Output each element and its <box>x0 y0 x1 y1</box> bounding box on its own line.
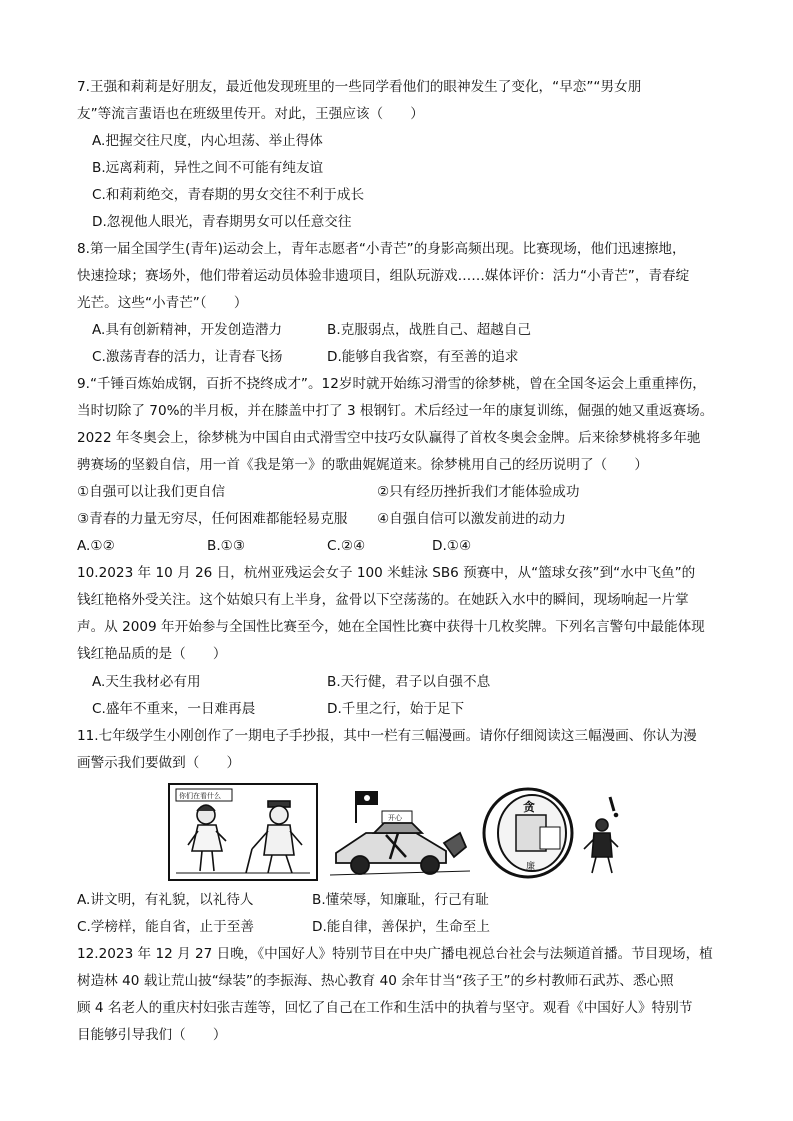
q11-option-b: B.懂荣辱，知廉耻，行己有耻 <box>312 892 489 908</box>
q8-option-b: B.克服弱点，战胜自己、超越自己 <box>327 322 531 338</box>
q10-option-c: C.盛年不重来，一日难再晨 <box>92 701 256 717</box>
q10-option-a: A.天生我材必有用 <box>92 674 201 690</box>
q9-stem-line-2: 当时切除了 70%的半月板，并在膝盖中打了 3 根钢钉。术后经过一年的康复训练，倔强的她又重返赛场。 <box>77 403 714 419</box>
q7-option-b: B.远离莉莉，异性之间不可能有纯友谊 <box>92 160 324 176</box>
q10-stem-line-4: 钱红艳品质的是（ ） <box>77 646 227 662</box>
q9-statement-1: ①自强可以让我们更自信 <box>77 484 226 500</box>
q12-stem-line-2: 树造林 40 载让荒山披“绿装”的李振海、热心教育 40 余年甘当“孩子王”的乡村教师石武苏、悉心照 <box>77 973 674 989</box>
q9-stem-line-3: 2022 年冬奥会上，徐梦桃为中国自由式滑雪空中技巧女队赢得了首枚冬奥会金牌。后来徐梦桃将多年驰 <box>77 430 701 446</box>
q10-stem-line-1: 10.2023 年 10 月 26 日，杭州亚残运会女子 100 米蛙泳 SB6 预赛中，从“篮球女孩”到“水中飞鱼”的 <box>77 565 696 581</box>
q9-statement-4: ④自强自信可以激发前进的动力 <box>377 511 566 527</box>
comic-panel-3 <box>480 783 628 883</box>
comic-panel-2 <box>326 783 476 883</box>
comic-panel-1 <box>168 783 318 883</box>
q11-option-c: C.学榜样，能自省，止于至善 <box>77 919 254 935</box>
q7-option-c: C.和莉莉绝交，青春期的男女交往不利于成长 <box>92 187 365 203</box>
comic-coin-bottom-char: 廉 <box>526 862 536 872</box>
q8-option-d: D.能够自我省察，有至善的追求 <box>327 349 519 365</box>
q10-option-d: D.千里之行，始于足下 <box>327 701 465 717</box>
q11-option-d: D.能自律，善保护，生命至上 <box>312 919 490 935</box>
q7-stem-line-1: 7.王强和莉莉是好朋友，最近他发现班里的一些同学看他们的眼神发生了变化，“早恋”“男女朋 <box>77 79 642 95</box>
q8-stem-line-2: 快速捡球；赛场外，他们带着运动员体验非遗项目，组队玩游戏……媒体评价：活力“小青芒”，青春绽 <box>77 268 690 284</box>
q7-option-a: A.把握交往尺度，内心坦荡、举止得体 <box>92 133 323 149</box>
comic-small-man-figure <box>584 797 618 873</box>
q9-option-d: D.①④ <box>432 538 472 554</box>
q9-statement-3: ③青春的力量无穷尽，任何困难都能轻易克服 <box>77 511 348 527</box>
comic-flag-sign <box>356 791 378 823</box>
comic-car-crash <box>336 823 466 874</box>
comic-road-line <box>330 871 470 875</box>
comic-coin-char: 贪 <box>523 800 536 814</box>
q11-stem-line-1: 11.七年级学生小刚创作了一期电子手抄报，其中一栏有三幅漫画。请你仔细阅读这三幅漫画、你认为漫 <box>77 728 697 744</box>
q8-option-c: C.激荡青春的活力，让青春飞扬 <box>92 349 283 365</box>
q9-statement-2: ②只有经历挫折我们才能体验成功 <box>377 484 580 500</box>
q9-option-b: B.①③ <box>207 538 246 554</box>
q10-stem-line-3: 声。从 2009 年开始参与全国性比赛至今，她在全国性比赛中获得十几枚奖牌。下列名言警句中最能体现 <box>77 619 705 635</box>
q10-option-b: B.天行健，君子以自强不息 <box>327 674 491 690</box>
q9-option-c: C.②④ <box>327 538 366 554</box>
q10-stem-line-2: 钱红艳格外受关注。这个姑娘只有上半身，盆骨以下空荡荡的。在她跃入水中的瞬间，现场响起一片掌 <box>77 592 689 608</box>
comic-caption-text: 你们在看什么 <box>179 792 221 800</box>
q12-stem-line-3: 顾 4 名老人的重庆村妇张吉莲等，回忆了自己在工作和生活中的执着与坚守。观看《中国好人》特别节 <box>77 1000 693 1016</box>
q8-stem-line-1: 8.第一届全国学生(青年)运动会上，青年志愿者“小青芒”的身影高频出现。比赛现场，他们迅速擦地， <box>77 241 686 257</box>
q11-comic-strip <box>168 783 628 883</box>
q8-stem-line-3: 光芒。这些“小青芒”（ ） <box>77 295 248 311</box>
comic-sign-text: 开心 <box>388 814 402 822</box>
q9-stem-line-1: 9.“千锤百炼始成钢，百折不挠终成才”。12岁时就开始练习滑雪的徐梦桃，曾在全国冬运会上重重摔伤， <box>77 376 706 392</box>
q7-option-d: D.忽视他人眼光，青春期男女可以任意交往 <box>92 214 352 230</box>
q11-stem-line-2: 画警示我们要做到（ ） <box>77 755 241 771</box>
q11-option-a: A.讲文明，有礼貌，以礼待人 <box>77 892 254 908</box>
q12-stem-line-4: 目能够引导我们（ ） <box>77 1027 227 1043</box>
q7-stem-line-2: 友”等流言蜚语也在班级里传开。对此，王强应该（ ） <box>77 106 424 122</box>
q9-stem-line-4: 骋赛场的坚毅自信，用一首《我是第一》的歌曲娓娓道来。徐梦桃用自己的经历说明了（ ） <box>77 457 648 473</box>
q8-option-a: A.具有创新精神，开发创造潜力 <box>92 322 283 338</box>
q12-stem-line-1: 12.2023 年 12 月 27 日晚，《中国好人》特别节目在中央广播电视总台社会与法频道首播。节目现场，植 <box>77 946 713 962</box>
q9-option-a: A.①② <box>77 538 115 554</box>
